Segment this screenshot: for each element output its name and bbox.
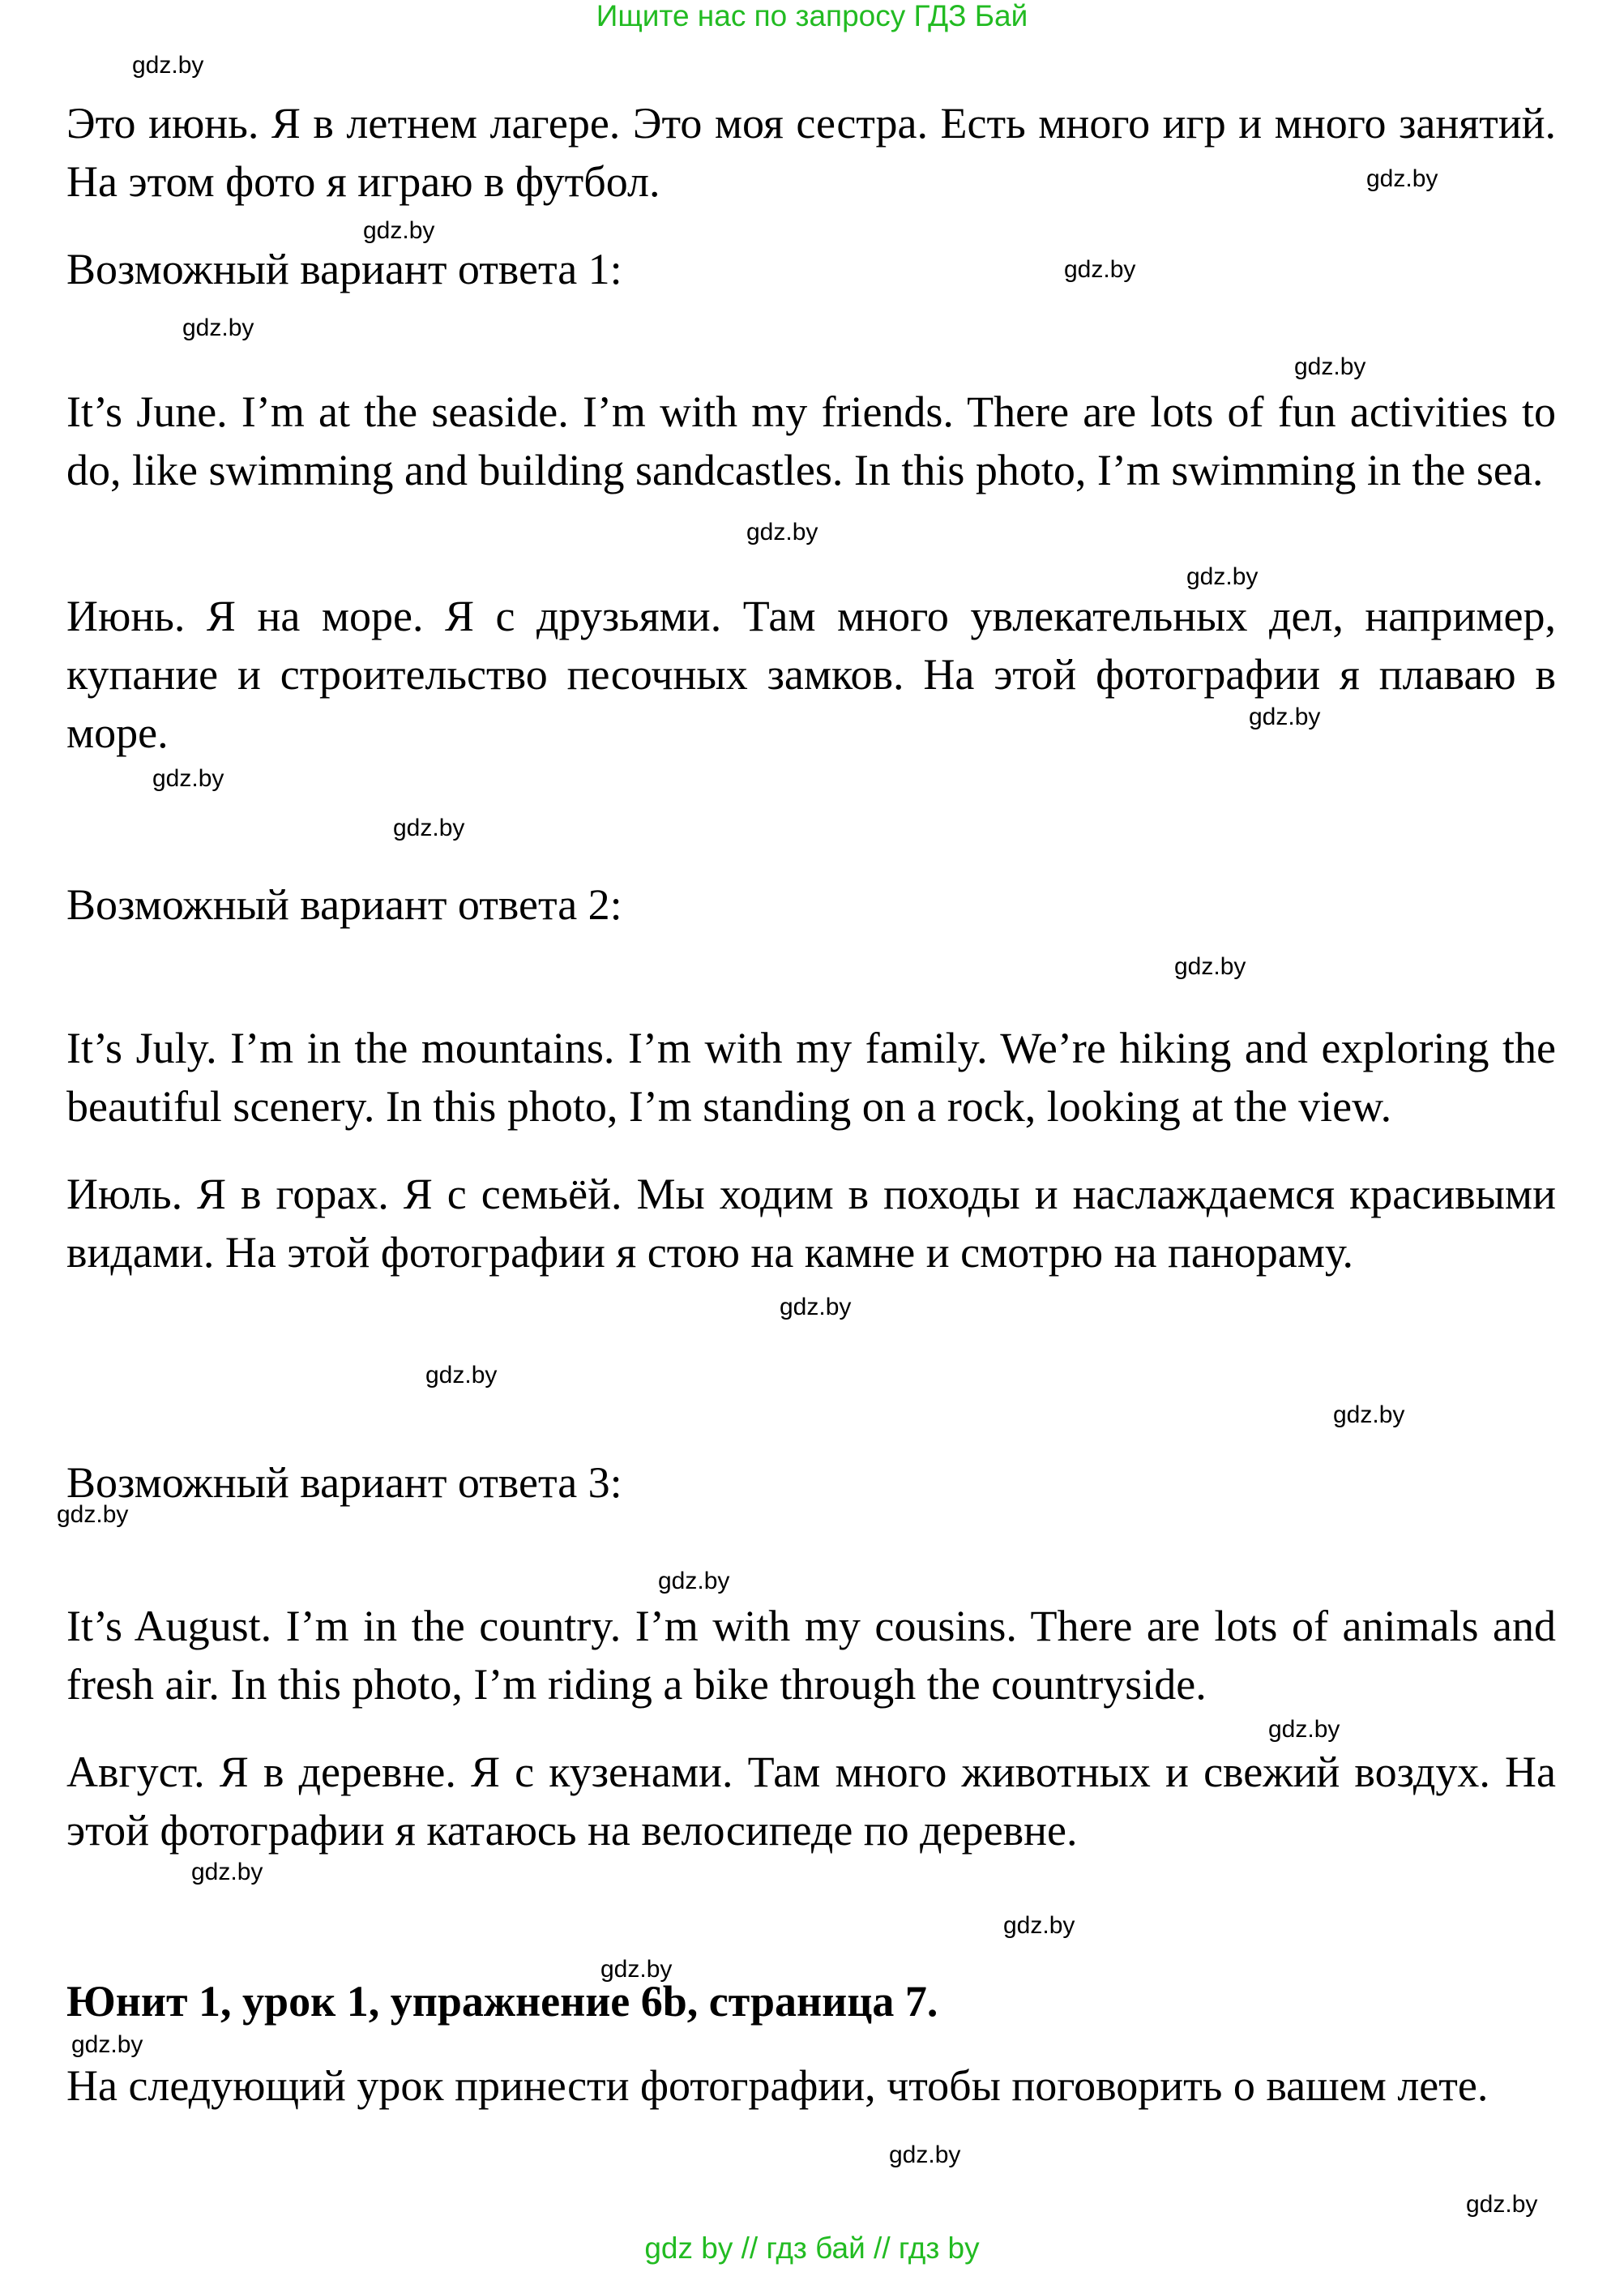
watermark: gdz.by [182,314,254,341]
variant-1-heading: Возможный вариант ответа 1: [66,245,622,293]
watermark: gdz.by [71,2031,143,2058]
watermark: gdz.by [746,519,818,546]
watermark: gdz.by [600,1956,673,1983]
watermark: gdz.by [1268,1716,1340,1743]
footer-links [0,2232,1624,2265]
footer-link-gdz-by-cyr[interactable]: гдз by [898,2231,980,2265]
watermark: gdz.by [1366,165,1438,192]
watermark: gdz.by [152,765,224,792]
watermark: gdz.by [1003,1912,1075,1939]
watermark: gdz.by [425,1362,498,1388]
watermark: gdz.by [1174,953,1246,980]
watermark: gdz.by [1249,704,1321,730]
watermark: gdz.by [132,52,204,79]
watermark: gdz.by [393,815,465,841]
watermark: gdz.by [1186,563,1259,590]
footer-link-gdz-bai[interactable]: гдз бай [766,2231,865,2265]
footer-link-gdz-by[interactable]: gdz by [644,2231,733,2265]
footer-separator: // [741,2231,759,2265]
footer-separator: // [874,2231,891,2265]
watermark: gdz.by [57,1501,129,1528]
watermark: gdz.by [658,1568,730,1594]
variant-3-russian: Август. Я в деревне. Я с кузенами. Там много животных и свежий воздух. На этой фотографии я катаюсь на велосипеде по деревне. [66,1748,1556,1855]
variant-1-russian: Июнь. Я на море. Я с друзьями. Там много увлекательных дел, например, купание и строительство песочных замков. На этой фотографии я плаваю в море. [66,592,1556,757]
watermark: gdz.by [1294,353,1366,380]
intro-translation: Это июнь. Я в летнем лагере. Это моя сестра. Есть много игр и много занятий. На этом фото я играю в футбол. [66,99,1556,206]
watermark: gdz.by [1064,256,1136,283]
watermark: gdz.by [1466,2191,1538,2218]
variant-1-english: It’s June. I’m at the seaside. I’m with my friends. There are lots of fun activities to do, like swimming and building sandcastles. In this photo, I’m swimming in the sea. [66,387,1556,494]
watermark: gdz.by [191,1859,263,1885]
homework-text: На следующий урок принести фотографии, чтобы поговорить о вашем лете. [66,2061,1489,2110]
watermark: gdz.by [363,217,435,244]
variant-3-heading: Возможный вариант ответа 3: [66,1458,622,1507]
variant-2-russian: Июль. Я в горах. Я с семьёй. Мы ходим в походы и наслаждаемся красивыми видами. На этой фотографии я стою на камне и смотрю на панораму. [66,1170,1556,1277]
variant-3-english: It’s August. I’m in the country. I’m with my cousins. There are lots of animals and fresh air. In this photo, I’m riding a bike through the countryside. [66,1602,1556,1709]
watermark: gdz.by [1333,1401,1405,1428]
variant-2-english: It’s July. I’m in the mountains. I’m with my family. We’re hiking and exploring the beautiful scenery. In this photo, I’m standing on a rock, looking at the view. [66,1024,1556,1131]
watermark: gdz.by [780,1294,852,1320]
variant-2-heading: Возможный вариант ответа 2: [66,880,622,929]
section-title: Юнит 1, урок 1, упражнение 6b, страница 7. [66,1977,938,2026]
watermark: gdz.by [889,2141,961,2168]
search-banner[interactable]: Ищите нас по запросу ГДЗ Бай [596,0,1028,32]
